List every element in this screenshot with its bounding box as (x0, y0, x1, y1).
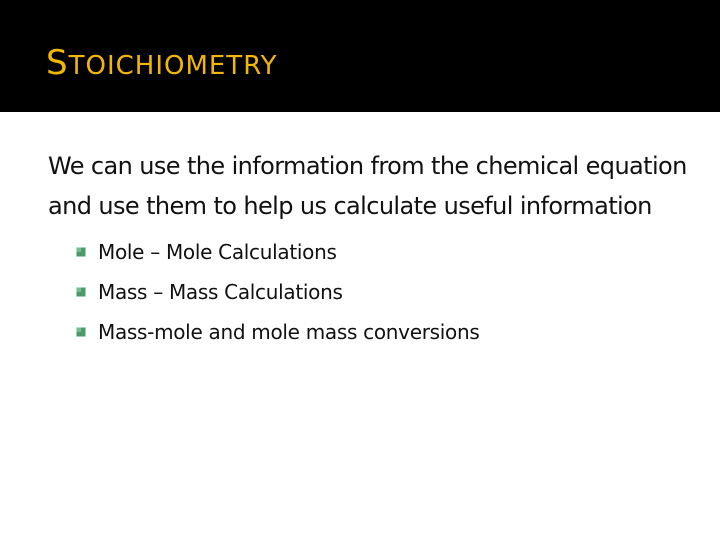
bullet-item (76, 272, 688, 312)
square-bullet-icon (76, 327, 86, 337)
body-paragraph: We can use the information from the chemical equation and use them to help us calculate useful information (48, 152, 687, 220)
bullet-item (76, 312, 688, 352)
bullet-item (76, 232, 688, 272)
title-first-letter: S (46, 43, 69, 83)
bullet-text: Mass – Mass Calculations (98, 280, 343, 304)
square-bullet-icon (76, 247, 86, 257)
bullet-text: Mass-mole and mole mass conversions (98, 320, 480, 344)
title-bar (0, 0, 720, 112)
bullet-list (48, 232, 688, 352)
slide-body (48, 146, 688, 352)
slide-title (46, 43, 278, 83)
square-bullet-icon (76, 287, 86, 297)
title-rest: TOICHIOMETRY (68, 51, 278, 81)
bullet-text: Mole – Mole Calculations (98, 240, 337, 264)
